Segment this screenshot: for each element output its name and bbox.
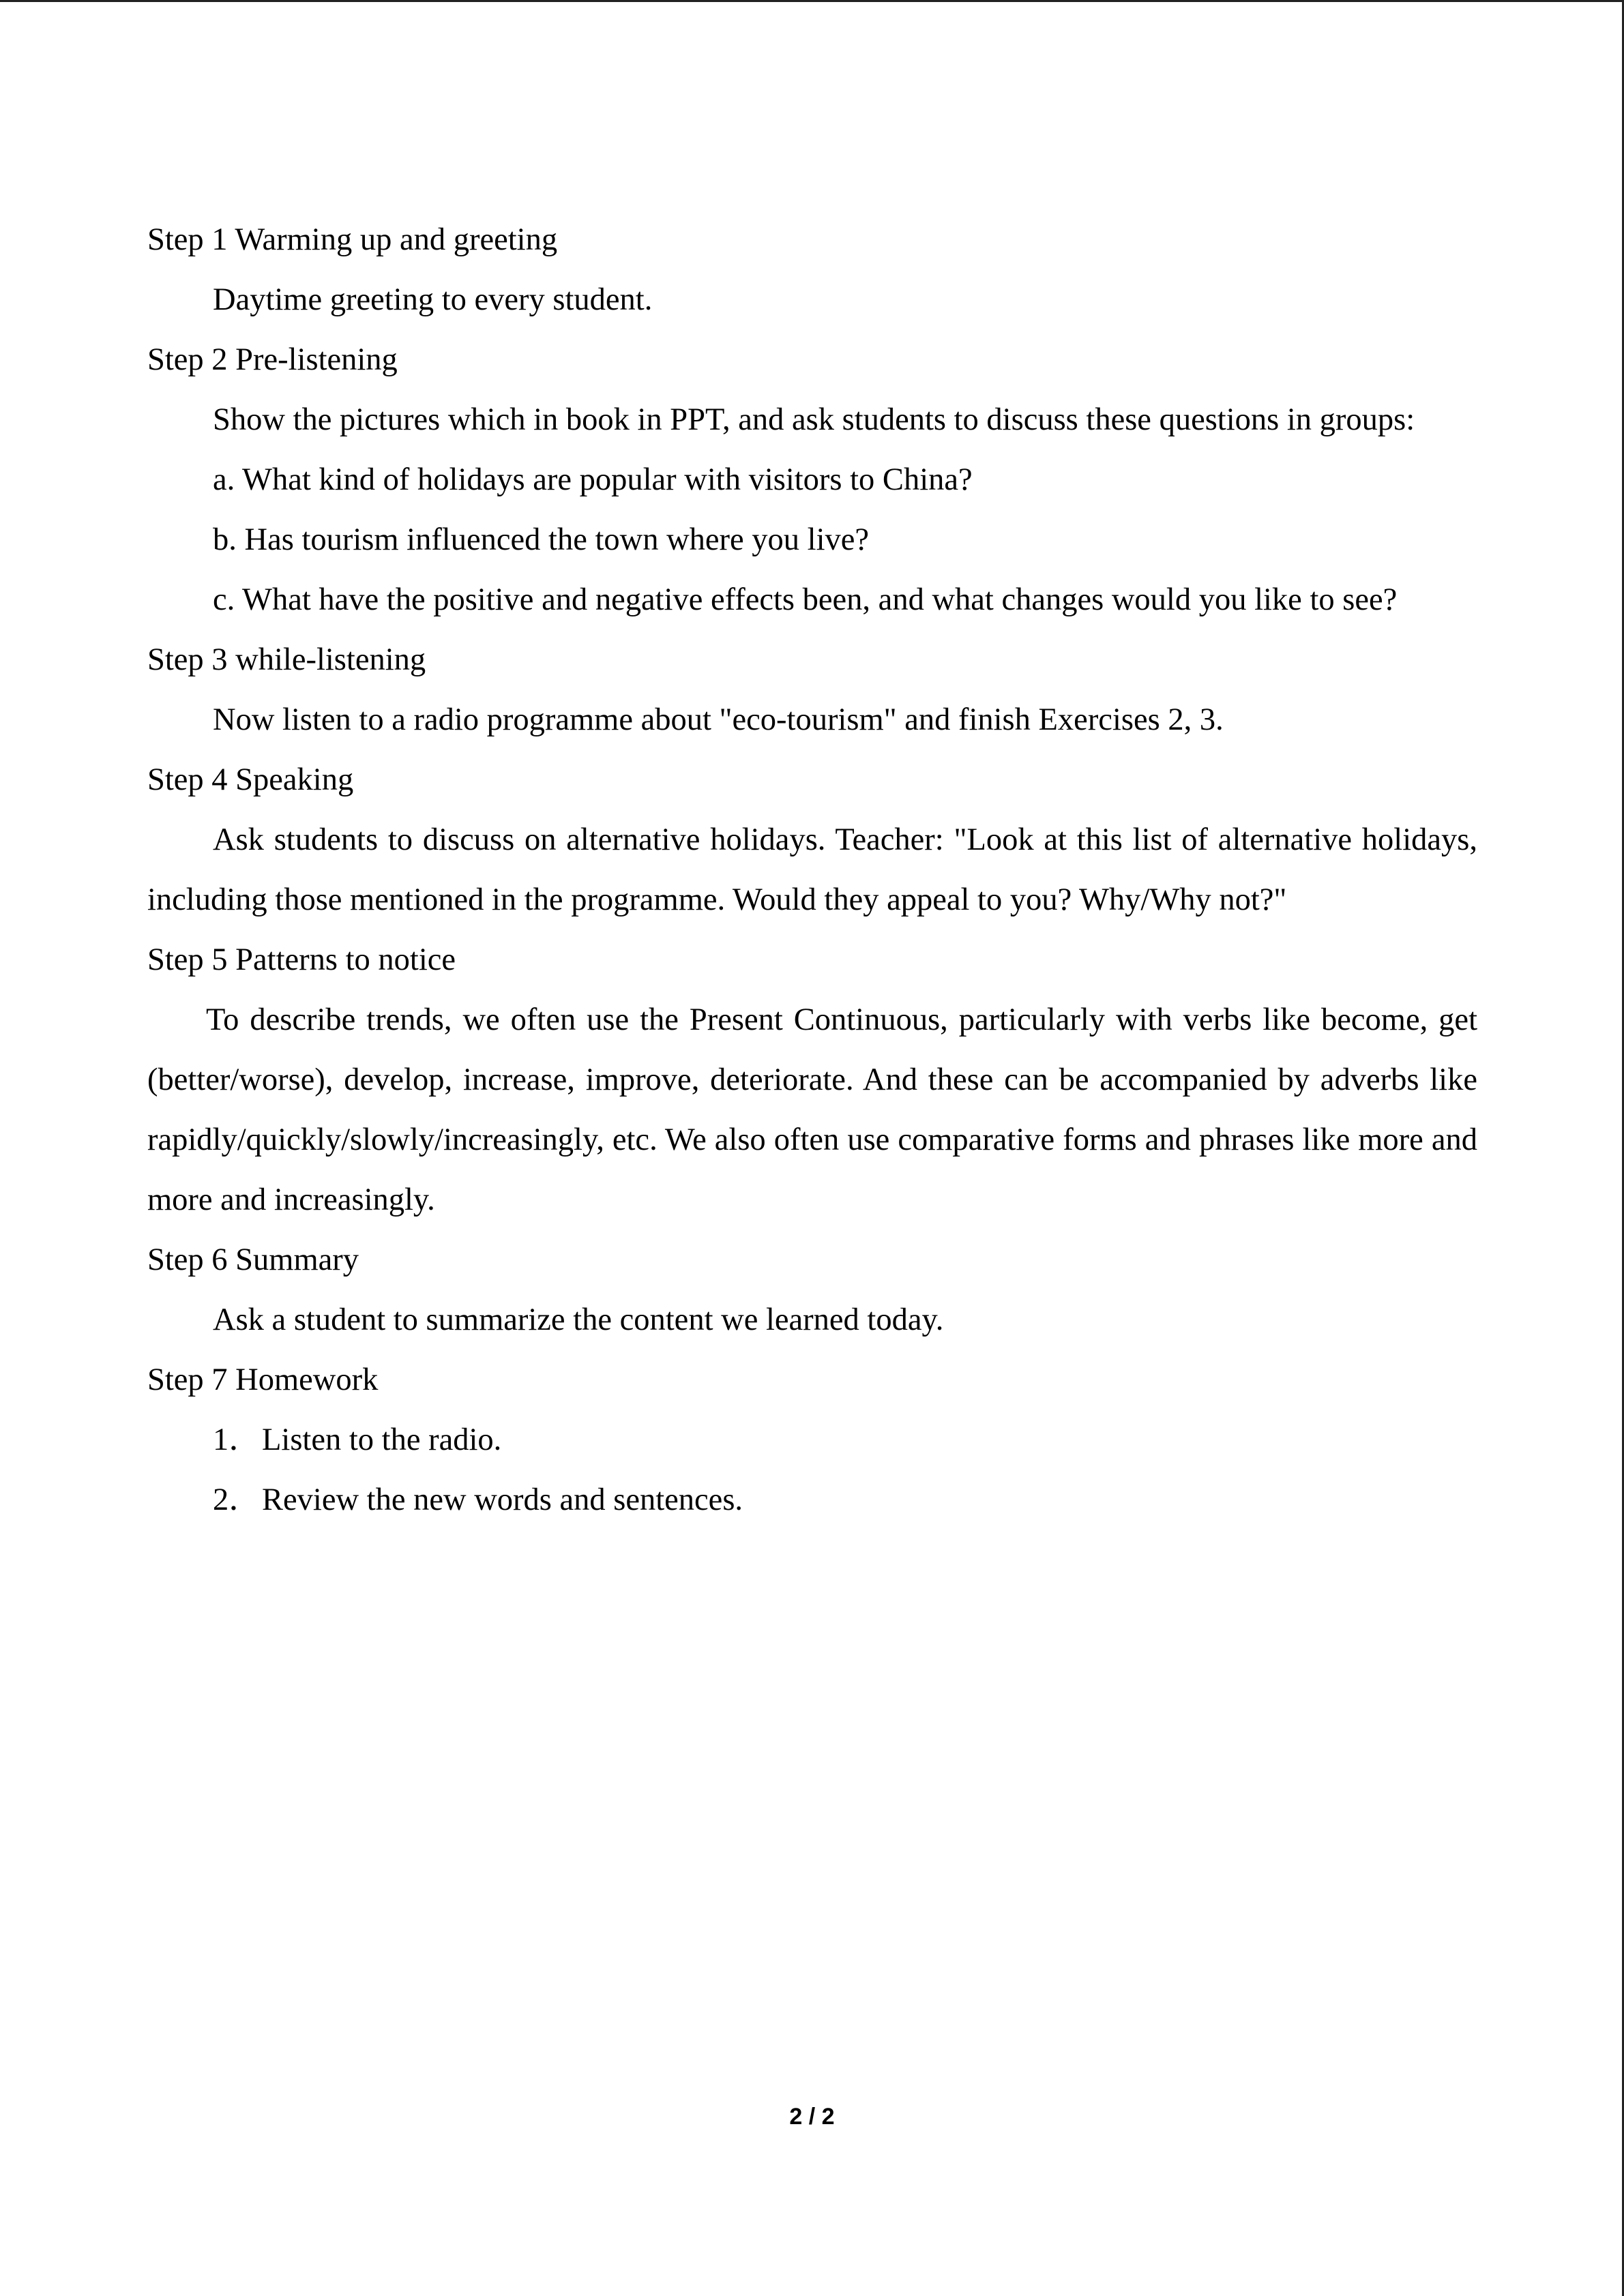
homework-number: 1． xyxy=(213,1422,261,1457)
homework-item xyxy=(147,1470,1477,1530)
step-2-heading: Step 2 Pre-listening xyxy=(147,342,398,377)
step-2-question-b: b. Has tourism influenced the town where you live? xyxy=(213,522,870,557)
homework-text: Listen to the radio. xyxy=(262,1422,502,1457)
step-5-text: To describe trends, we often use the Present Continuous, particularly with verbs like become, get (better/worse), develop, increase, improve, deteriorate. And these can be accompanied by adverbs like rapidly/quickly/slowly/increasingly, etc. We also often use comparative forms and phrases like more and more and increasingly. xyxy=(147,1002,1477,1217)
step-1-heading: Step 1 Warming up and greeting xyxy=(147,222,558,257)
step-3-heading: Step 3 while-listening xyxy=(147,642,426,677)
step-4-heading: Step 4 Speaking xyxy=(147,762,354,797)
homework-item xyxy=(147,1410,1477,1470)
step-2-question-c: c. What have the positive and negative effects been, and what changes would you like to see? xyxy=(213,582,1398,617)
homework-number: 2． xyxy=(213,1482,261,1517)
step-4-text: Ask students to discuss on alternative holidays. Teacher: "Look at this list of alternative holidays, including those mentioned in the programme. Would they appeal to you? Why/Why not?" xyxy=(147,822,1477,917)
step-3-text: Now listen to a radio programme about "eco-tourism" and finish Exercises 2, 3. xyxy=(213,702,1224,737)
step-1-text: Daytime greeting to every student. xyxy=(213,282,653,317)
step-6-text: Ask a student to summarize the content we learned today. xyxy=(213,1302,944,1337)
document-body xyxy=(147,210,1477,1530)
step-2-question-a: a. What kind of holidays are popular with visitors to China? xyxy=(213,462,973,497)
step-6-heading: Step 6 Summary xyxy=(147,1242,359,1277)
page-number: 2 / 2 xyxy=(789,2104,835,2130)
step-2-text: Show the pictures which in book in PPT, and ask students to discuss these questions in groups: xyxy=(213,402,1415,437)
homework-text: Review the new words and sentences. xyxy=(262,1482,743,1517)
step-5-heading: Step 5 Patterns to notice xyxy=(147,942,456,977)
step-7-heading: Step 7 Homework xyxy=(147,1362,379,1397)
